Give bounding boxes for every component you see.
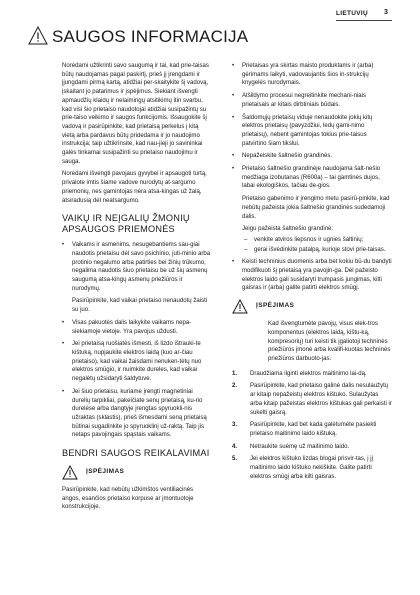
- page-number: 3: [384, 9, 388, 16]
- warning-triangle-icon: [232, 299, 248, 314]
- left-column: [62, 62, 212, 512]
- right-column: [232, 62, 392, 485]
- list-item: • Visas pakuotės dalis laikykite vaikams nepa-siekiamoje vietoje. Yra pavojus uždusti.: [62, 319, 212, 336]
- warning-triangle-icon: [28, 26, 48, 45]
- numbered-item: 5. Jei elektros kištuko lizdas blogai prisvir-tas, į jį maitinimo laido kištuko nekiškite. Galite patirti elektros smūgį arba kilti gaisras.: [232, 456, 373, 480]
- numbered-item: 4. Netraukite suėmę už maitinimo laido.: [232, 443, 350, 450]
- child-safety-list: [62, 241, 212, 440]
- header-language: LIETUVIŲ: [336, 10, 369, 17]
- list-item: • Nepažeiskite šaltnešio grandinės.: [232, 152, 392, 161]
- list-item: • Prietaisas yra skirtas maisto produktams ir (arba) gėrimams laikyti, vadovaujantis šios in-strukcijų knygelės nurodymais.: [232, 62, 392, 88]
- dash-item: – gerai išvėdinkite patalpą, kurioje stovi prie-taisas.: [242, 246, 392, 255]
- numbered-list: [232, 370, 392, 482]
- warning-box: [62, 465, 212, 480]
- list-item-note: Pasirūpinkite, kad vaikai prietaiso nenaudotų žaisti su juo.: [72, 298, 208, 314]
- coolant-paragraph: Prietaiso gabenimo ir įrengimo metu pasirū-pinkite, kad nebūtų pažeista jokia šaltnešio grandinės sudedamoji dalis.: [242, 196, 390, 220]
- list-item: • Atšildymo procesui negreitinkite mechani-niais prietaisais ar kitais dirbtiniais būdais.: [232, 92, 392, 109]
- coolant-paragraph: Jeigu pažeista šaltnešio grandinė:: [242, 226, 334, 233]
- warning-text: Kad išvengtumėte pavojų, visus elek-tros komponentus (elektros laidą, kištu-ką, kompresorių) turi keisti tik įgaliotoji techninės priežiūros įmonė arba kvalifi-kuotas techninės priežiūros darbuoto-jas.: [268, 321, 391, 362]
- list-item: • Šaldomųjų prietaisų viduje nenaudokite jokių kitų elektros prietaisų (pavyzdžiui, ledų gami-nimo prietaisų), nebent gamintojas tokius prie-taisus patvirtino šiam tikslui.: [232, 114, 392, 149]
- intro-paragraph: Norėdami išvengti pavojaus gyvybei ir apsaugoti turtą, privalote imtis šiame vadove nurodytų at-sargumo priemonių, nes gamintojas nėra atsa-kingas už žalą, atsiradusią dėl neatsargumo.: [62, 171, 207, 204]
- numbered-item: 2. Pasirūpinkite, kad prietaiso galinė dalis nesulaužytų ar kitaip nepažeistų elektros kištuko. Sulaužytas arba kitaip pažeistas elektros kištukas gali perkaisti ir sukelti gaisrą.: [232, 383, 392, 416]
- page-title: SAUGOS INFORMACIJA: [52, 27, 249, 46]
- warning-label: ĮSPĖJIMAS: [256, 302, 295, 310]
- general-safety-list: [232, 62, 392, 293]
- list-item: • Keisti techninius duomenis arba bet kokiu bū-du bandyti modifikuoti šį prietaisą yra pavojin-ga. Dėl pažeisto elektros laido gali susidaryti trumpasis jungimas, kilti gaisras ir (arba) galite patirti elektros smūgį.: [232, 258, 392, 293]
- ventilation-paragraph: Pasirūpinkite, kad nebūtų užkimštos ventiliacinės angos, esančios prietaiso korpuse ar įmontuotoje konstrukcijoje.: [62, 487, 194, 511]
- dash-item: – venkite atviros liepsnos ir ugnies šaltinių;: [242, 236, 392, 245]
- warning-box: [232, 299, 392, 314]
- numbered-item: 1. Draudžiama ilginti elektros maitinimo lai-dą.: [232, 370, 367, 377]
- intro-paragraph: Norėdami užtikrinti savo saugumą ir tai, kad prie-taisas būtų naudojamas pagal paskirtį, prieš jį įrengdami ir įjungdami pirmą kartą, atidžiai per-skaitykite šį vadovą, įskaitant jo patarimus ir įspėjimus. Siekiant išvengti apmaudžių klaidų ir nelaimingų atsitikimų itin svarbu, kad visi šio prietaiso naudotojai atidžiai susipažintų su prie-taiso veikimo ir saugos funkcijomis. Išsaugokite šį vadovą ir pasirūpinkite, kad prietaisą perkelus į kitą vietą arba pardavus būtų pridedama ir jo naudojimo instrukcija; taip užtikrinsite, kad nau-jieji jo savininkai galės tinkamai susipažinti su prietaiso naudojimu ir sauga.: [62, 63, 209, 165]
- warning-label: ĮSPĖJIMAS: [86, 468, 125, 476]
- section-heading-general-safety: BENDRI SAUGOS REIKALAVIMAI: [62, 448, 210, 459]
- warning-triangle-icon: [62, 465, 78, 480]
- header-rule: [336, 20, 392, 21]
- list-item: • Prietaiso šaltnešio grandinėje naudojama šalt-nešio medžiaga izobutanas (R600a) – tai gamtinės dujos, labai ekologiškos, tačiau de-gios. Prietaiso gabenimo ir įrengimo metu pasirū-pinkite, kad nebūtų pažeista jokia šaltnešio grandinės sudedamoji dalis. Jeigu pažeista šaltnešio grandinė: – venkite atviros liepsnos ir ugnies šaltinių; – gerai išvėdinkite patalpą, kurioje stovi prie-taisas.: [232, 165, 392, 254]
- list-item: • Vaikams ir asmenims, nesugebantiems sau-giai naudotis prietaisu dėl savo psichinio, juti-minio arba protinio negalumo arba patirties bei žinių trūkumo, negalima naudotis šiuo prietaisu be už šių asmenų saugumą atsa-kingų asmenų priežiūros ir nurodymų. Pasirūpinkite, kad vaikai prietaiso nenaudotų žaisti su juo.: [62, 241, 212, 315]
- list-item: • Jei prietaisą ruošiatės išmesti, iš lizdo ištrauki-te kištuką, nupjaukite elektros laidą (kuo ar-čiau prietaiso), kad vaikai žaisdami nenuken-tėtų nuo elektros smūgio, ir nuimkite dureles, kad vaikai negalėtų užsidaryti šaldytuve.: [62, 340, 212, 384]
- coolant-dash-list: [242, 236, 392, 254]
- numbered-item: 3. Pasirūpinkite, kad bet kada galėtumėte pasiekti prietaiso maitinimo laido kištuką.: [232, 422, 377, 437]
- list-item: • Jei šiuo prietaisu, kuriame įrengti magnetiniai durelių tarpikliai, pakeičiate senų prietaisą, ku-rio durelėse arba dangtyje įrengtas spyruokli-nis užraktas (sklastis), prieš išmesdami seną prietaisą būtinai sugadinkite jo spyruoklinį už-raktą. Taip jis netaps pavojingais spąstais vaikams.: [62, 388, 212, 440]
- section-heading-child-safety: VAIKŲ IR NEĮGALIŲ ŽMONIŲ APSAUGOS PRIEMONĖS: [62, 213, 190, 235]
